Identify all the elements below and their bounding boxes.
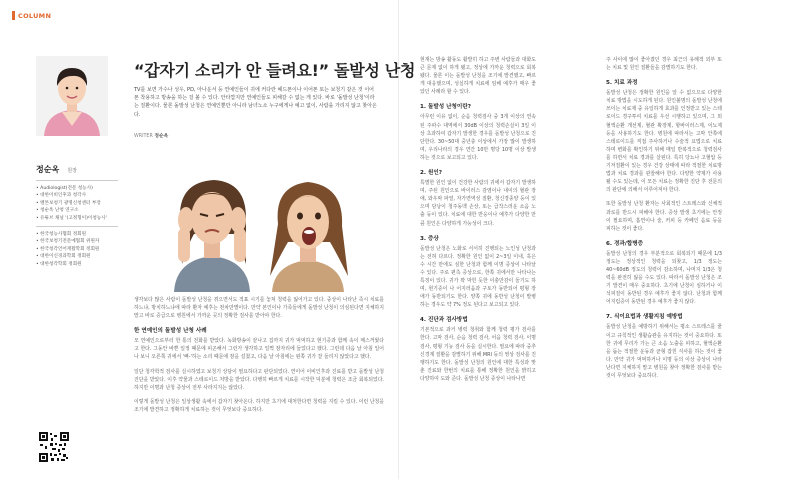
section-tag xyxy=(12,11,51,20)
hero-illustration xyxy=(122,172,392,292)
author-title: 원장 xyxy=(67,168,77,174)
body-column-3 xyxy=(606,56,722,386)
paragraph: 생각보다 많은 사람이 돌발성 난청을 겪으면서도 적표 시기를 놓쳐 청력을 잃어가고 있다. 중상이 나타난 즉시 치료를 하느냐, 방치하느냐에 따라 환자 예후는 천차만별이다. 만약 본인이나 가족들에게 돌발성 난청이 의심된다면 지체하지 말고 바로 증급으로 병원에서 가까운 곳의 정확한 검사를 받아야 한다. xyxy=(134,297,384,320)
writer-credit xyxy=(134,132,168,139)
paragraph: 기본적으로 과거 병력 청취와 함께 청력 평가 검사를 한다. 고막 검사, 순음 청력 검사, 어음 청력 검사, 이명 검사, 평형 기능 검사 등을 실시한다. 필요에 따라 중추 신경계 질환을 감별하기 위해 MRI 등의 영상 검사를 진행하기도 한다. 돌발성 난청의 원인에 대한 특성과 맞춘 진료와 한번의 치료를 통해 정확한 원인을 밝히고 다양하여 도와 준다. 돌발성 난청 증상이 나타나면 xyxy=(420,327,536,382)
paragraph: 이렇게 돌발성 난청은 일상생활 속에서 갑자기 찾아온다. 하지만 초기에 대처한다면 청력을 지킬 수 있다. 이런 난청을 조기에 발견하고 정확하게 치료하는 것이 무엇보다 중요하다. xyxy=(134,398,384,413)
credential-item: • 대한이비인후과 청각사 xyxy=(36,192,118,199)
paragraph: 일단 청각학적 검사를 실시하였고 보청기 상담이 필요하다고 판단되었다. 연이어 이비인후과 진료를 받고 돌발성 난청 진단을 받았다. 이후 약물과 스테로이드 처방을 받았다. 다행히 빠르게 치료를 시작한 덕분에 청력은 조금 회복되었다. 하지만 이명과 난청 증상이 전부 사라지지는 않았다. xyxy=(134,368,384,391)
author-bio xyxy=(36,157,118,268)
credential-item: • 한국청각언어재활학회 정회원 xyxy=(36,246,118,253)
paragraph: 모 연예인으로부터 한 통의 전화를 받았다. 녹화방송이 끝나고 집까지 귀가 먹먹하고 현기증과 함께 속이 메스꺼웠다고 한다. 그동안 바쁜 일정 때문에 피곤해서 그런가 생각하고 일찍 잠자리에 들었다고 했다. 그런데 다음 날 아침 일어나 보니 오른쪽 귀에서 '삐-'하는 소리 때문에 잠을 설쳤고, 다음 날 아침에는 왼쪽 귀가 잘 들리지 않았다고 했다. xyxy=(134,338,384,361)
author-divider xyxy=(36,226,118,227)
subheading: 5. 치료 과정 xyxy=(606,80,638,87)
paragraph: 현재는 방송 활동도 활발히 하고 주변 사람들과 대화도 큰 문제 없이 하게 됐고, 정상에 가까운 청력으로 회복됐다. 물론 이는 돌발성 난청을 조기에 발견했고, 빠르게 대응했으며, 성실하게 치료에 임해 예후가 매우 좋았던 사례라 할 수 있다. xyxy=(420,57,536,96)
credential-item: • 벨톤보청기 광명신청센터 부장 xyxy=(36,200,118,207)
paragraph: 돌발성 난청의 경우 부분적으로 회복되기 때문에 1/3 정도는 정상적인 청력을 되찾고, 1/3 정도는 40~60dB 정도의 청력이 감소하며, 나머지 1/3은 청력을 완전히 잃을 수도 있다. 따라서 돌발성 난청은 조기 발견이 매우 중요하다. 초기에 난청이 심하거나 이석피질이 동반된 경우 예후가 좋지 않다. 난청과 함께 어지럼증이 동반된 경우 예후가 좋지 않다. xyxy=(606,250,722,306)
author-portrait-illustration xyxy=(36,56,108,136)
paragraph: 돌발성 난청은 노화로 서서히 진행되는 노인성 난청과는 전혀 다르다. 정확한 원인 없이 2~3일 이내, 혹은 수 시간 만에도 심한 난청과 함께 이명 증상이 나타날 수 있다. 주로 편측 증상으로, 한쪽 귀에서만 나타나는 특징이 있다. 귀가 꽉 막힌 듯한 이충만감이 들기도 하며, 현기증이 나 어지러움과 구토가 동반되어 평형 장애가 동반되기도 한다. 양쪽 귀에 동반성 난청이 발병하는 경우도 약 7% 정도 된다고 보고되고 있다. xyxy=(420,245,536,309)
credential-list-1 xyxy=(36,185,118,222)
author-name: 정순옥 xyxy=(36,165,60,174)
credential-list-2 xyxy=(36,231,118,268)
hero-photo xyxy=(122,172,392,292)
writer-prefix: WRITER xyxy=(134,134,153,139)
subheading: 7. 식이요법과 생활지침 예방법 xyxy=(606,314,683,321)
qr-code[interactable] xyxy=(38,431,70,463)
subheading: 한 연예인의 돌발성 난청 사례 xyxy=(134,328,207,335)
subheading: 6. 경과/합병증 xyxy=(606,240,644,247)
section-tag-bar xyxy=(12,11,15,20)
credential-item: • 대한이신경과학회 정회원 xyxy=(36,253,118,260)
credential-item: • 한국청능사협회 정회원 xyxy=(36,231,118,238)
subheading: 4. 진단과 검사방법 xyxy=(420,317,468,324)
paragraph: 또한 돌발성 난청 환자는 사회적인 스트레스와 신체적 과로를 반드시 피해야 한다. 증상 발생 초기에는 안정이 필요하며, 흡연이나 술, 커피 등 카페인 음료 등을 피하는 것이 좋다. xyxy=(606,201,722,232)
writer-name: 정순옥 xyxy=(154,134,169,139)
subheading: 3. 증상 xyxy=(420,235,439,242)
subheading: 2. 원인? xyxy=(420,170,443,177)
author-name-line xyxy=(36,157,118,176)
paragraph: 돌발성 난청은 정확한 원인을 알 수 없으므로 다양한 치료 방법을 시도하게 된다. 원인불명의 돌발성 난청에 쓰이는 치료제 중 유일하게 효과를 인정받고 있는 스테로이드 경구투여 치료를 우선 시행하고 있으며, 그 외 혈액순환 개선제, 혈관 확장제, 항바이러스제, 이뇨제 등을 사용하기도 한다. 병원에 따라서는 고막 안쪽에 스테로이드를 직접 주사하거나 수술적 요법으로 치료하며 변화를 확인하기 위해 매일 반복적으로 청력검사를 하면서 치료 경과를 살핀다. 특히 당뇨나 고혈압 등 기저질환이 있는 경우 건강 상태에 따라 적절한 치료방법과 치료 경과를 관찰해야 한다. 다양한 약제가 사용될 수도 있는데, 이 모든 치료는 정확한 진단 후 전문의의 판단에 의해서 이루어져야 한다. xyxy=(606,90,722,194)
paragraph: 아무런 이유 없이, 순음 청력검사 중 3개 이상의 연속된 주파수 대역에서 30dB 이상의 청력손실이 3일 이상 초과하여 갑자기 발생한 경우를 돌발성 난청으로 진단한다. 30~50대 중년층 이상에서 가장 많이 발생하며, 우리나라의 경우 연간 10만 명당 10명 이상 발생하는 것으로 보고되고 있다. xyxy=(420,114,536,161)
paragraph: 특별한 원인 없이 건강한 사람의 귀에서 갑자기 발생하며, 주된 원인으로 바이러스 감염이나 내이의 혈관 장애, 와우막 파열, 자가면역성 질환, 청신경종양 등이 있으며 담낭이 청주동맥 손상, 또는 급작스러운 소음 노출 등이 있다. 치료에 대한 반응이나 예후가 다양한 만큼 원인은 다양하게 가능성이 크다. xyxy=(420,180,536,227)
article-intro: TV를 보면 가수나 성우, PD, 아나운서 등 연예인들이 귀에 커다란 헤드폰이나 이어폰 또는 보청기 같은 것 이어 폰 착용하고 방송을 하는 걸 볼 수 있다. 안타깝지만 연예인들도 피해갈 수 없는 게 있다. 바로 '돌발성 난청'이라는 질환이다. 물론 돌발성 난청은 연예인뿐만 아니라 남녀노소 누구에게나 예고 없이, 사람을 가리지 않고 찾아온다. xyxy=(134,87,377,118)
qr-code-icon xyxy=(38,431,70,463)
left-body xyxy=(134,296,384,420)
paragraph: 돌발성 난청을 예방하기 위해서는 평소 스트레스를 줄이고 규칙적인 생활습관을 유지하는 것이 중요하다. 또한 귀에 무리가 가는 큰 소음 노출을 피하고, 혈액순환을 돕는 적절한 운동과 균형 잡힌 식사를 하는 것이 좋다. 만약 귀가 먹먹하거나 이명 등의 이상 증상이 나타난다면 지체하지 말고 병원을 찾아 정확한 검사를 받는 것이 무엇보다 중요하다. xyxy=(606,324,722,379)
paragraph: 주 사이에 많이 좋아졌던 경우 최근의 유례적 외부 또는 치료 및 원인 질환들을 감별하기도 한다. xyxy=(606,57,722,72)
credential-item: • 한국보청기전문예협회 위원자 xyxy=(36,238,118,245)
section-tag-label: COLUMN xyxy=(18,11,52,20)
author-photo xyxy=(36,56,108,136)
credential-item: • 청순옥 난청 연구소 xyxy=(36,207,118,214)
author-divider xyxy=(36,180,118,181)
credential-item: • Audiologist(전문 청능사) xyxy=(36,185,118,192)
credential-item: • 유튜브 채널 '(고정형이)이청능사' xyxy=(36,215,118,222)
body-column-2 xyxy=(420,56,536,389)
credential-item: • 대한청각학회 정회원 xyxy=(36,261,118,268)
article-headline: “갑자기 소리가 안 들려요!” 돌발성 난청 xyxy=(134,61,416,80)
subheading: 1. 돌발성 난청이란? xyxy=(420,104,471,111)
